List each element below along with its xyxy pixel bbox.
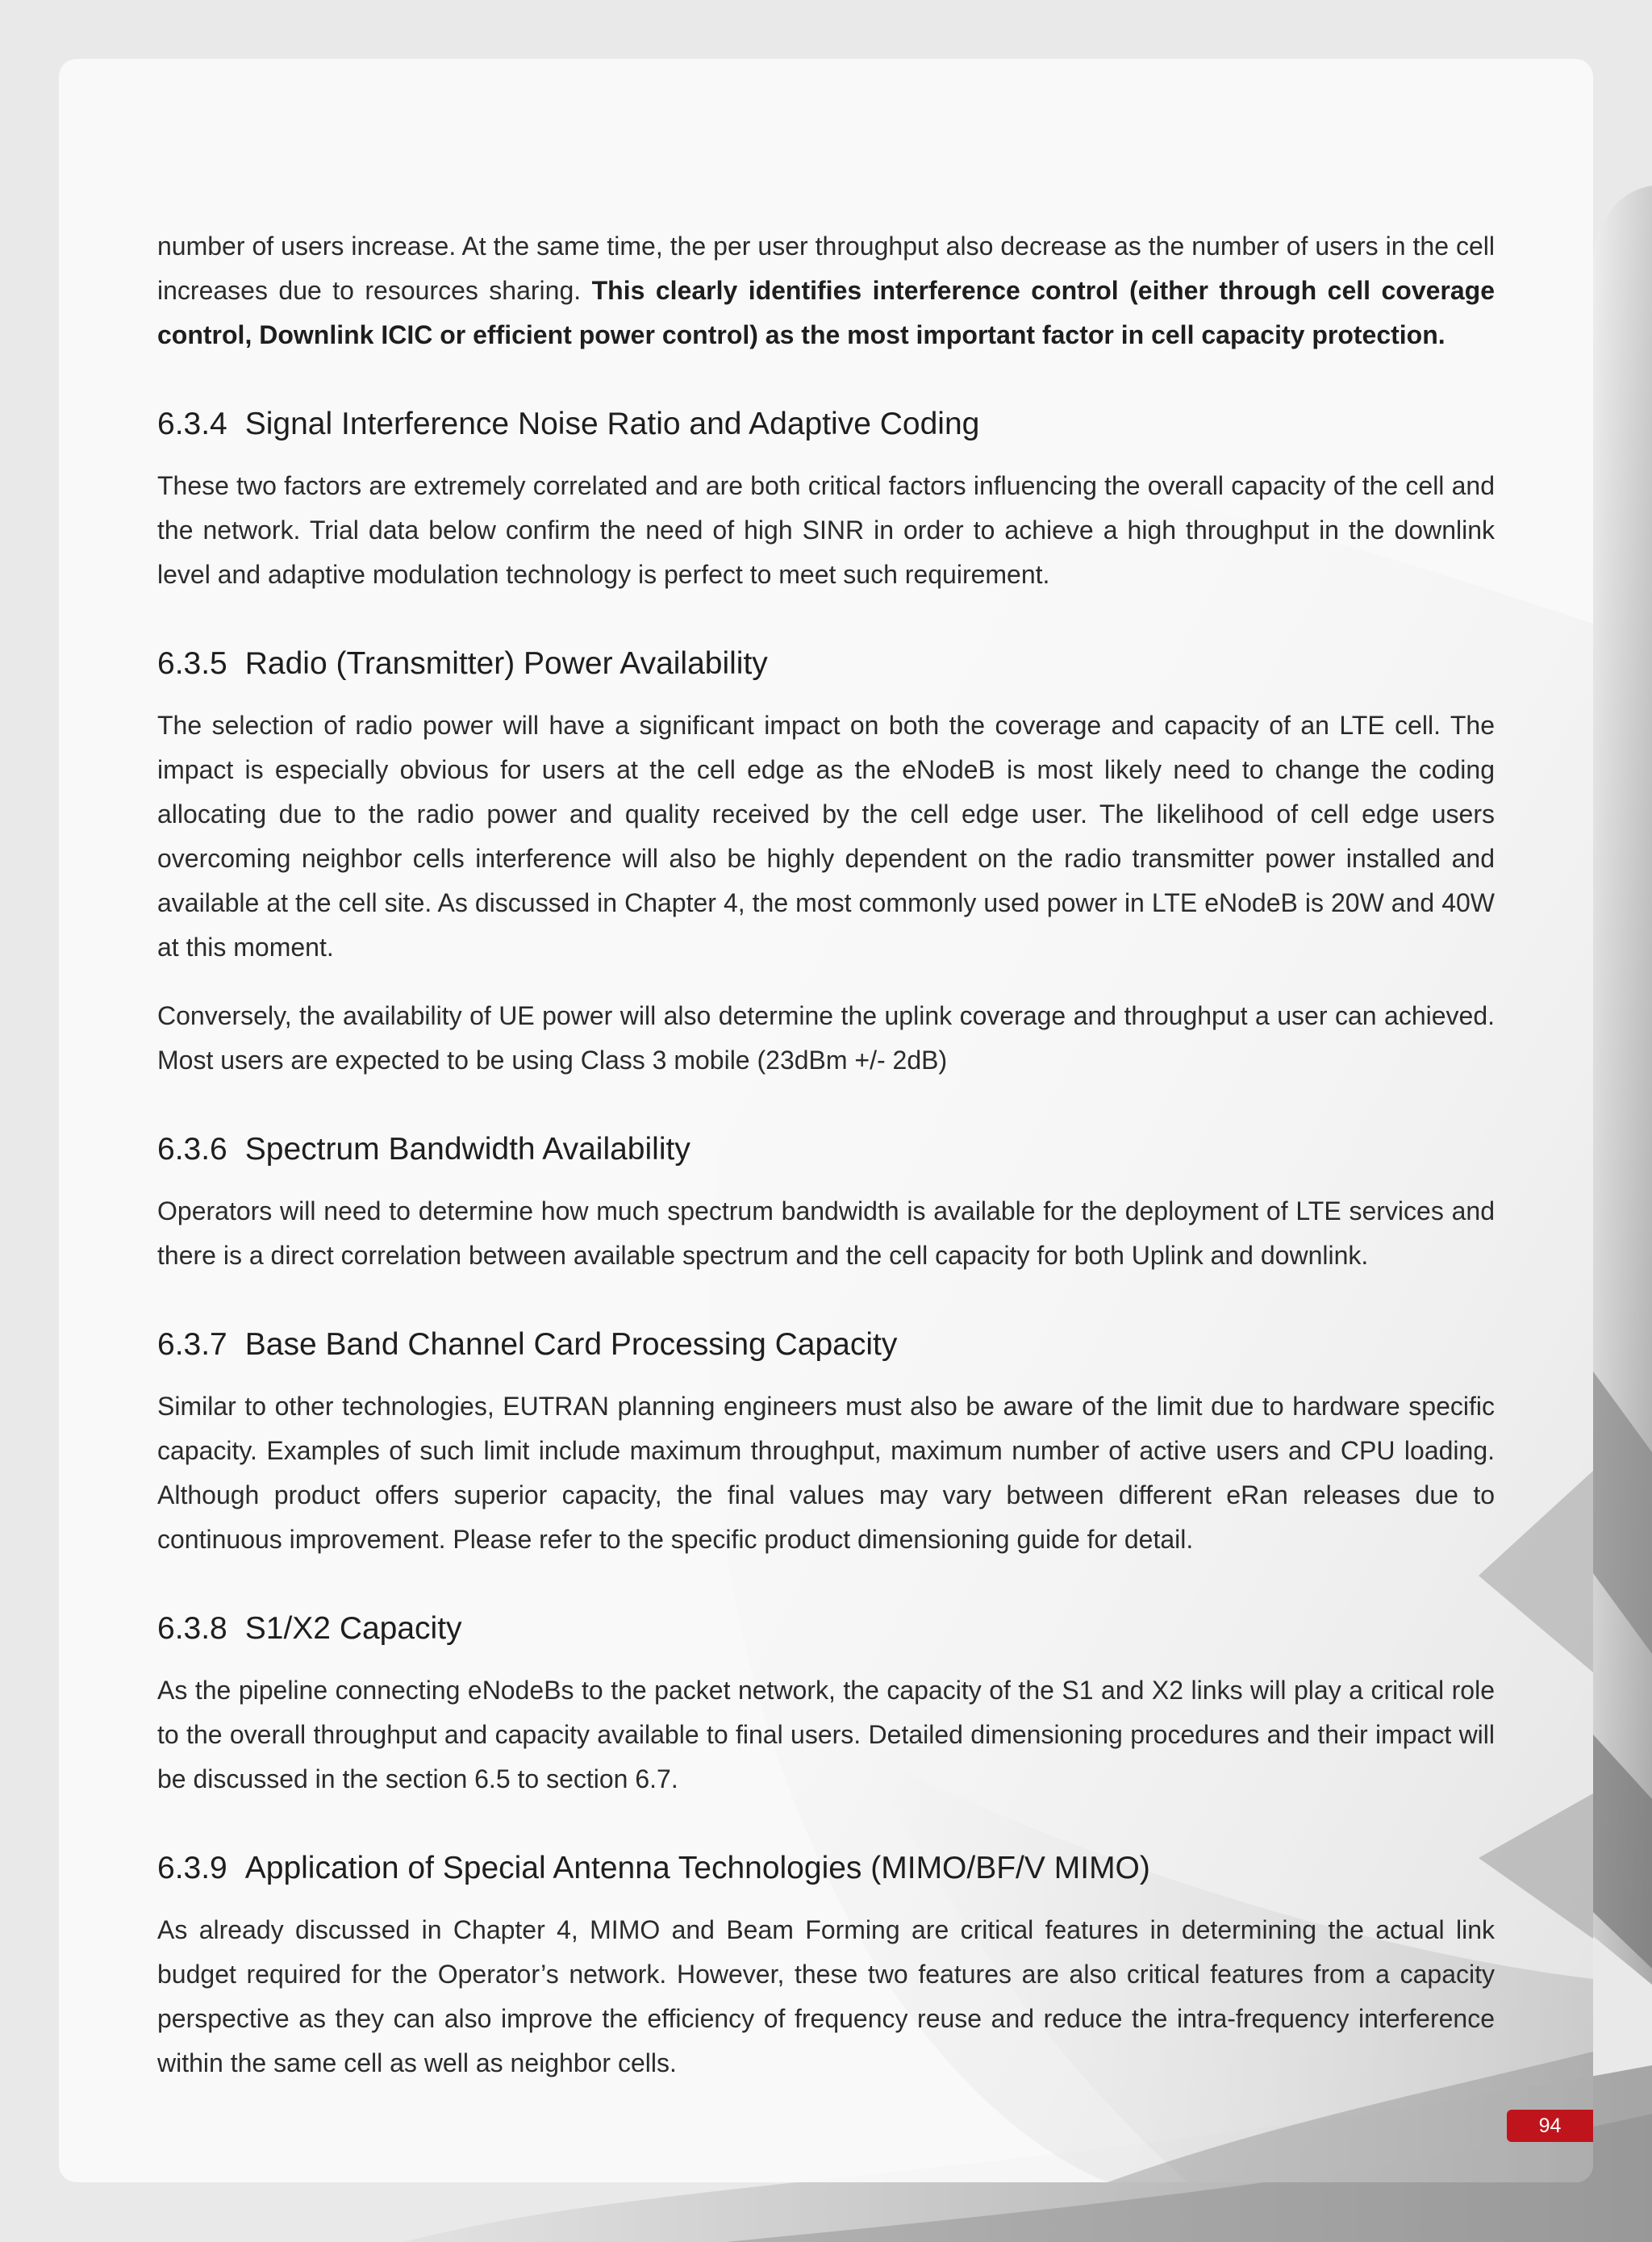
section-heading-6-3-6 — [157, 1129, 1495, 1170]
section-paragraph: Operators will need to determine how much spectrum bandwidth is available for the deployment of LTE services and there is a direct correlation between available spectrum and the cell capacity for both Uplink and downlink. — [157, 1196, 1495, 1270]
section-title: Signal Interference Noise Ratio and Adaptive Coding — [244, 407, 980, 441]
section-paragraph: Similar to other technologies, EUTRAN planning engineers must also be aware of the limit due to hardware specific capacity. Examples of such limit include maximum throughput, maximum number of active users and CPU loading. Although product offers superior capacity, the final values may vary between different eRan releases due to continuous improvement. Please refer to the specific product dimensioning guide for detail. — [157, 1392, 1495, 1554]
section-paragraph: As the pipeline connecting eNodeBs to the packet network, the capacity of the S1 and X2 links will play a critical role to the overall throughput and capacity available to final users. Detailed dimensioning procedures and their impact will be discussed in the section 6.5 to section 6.7. — [157, 1676, 1495, 1793]
section-number: 6.3.5 — [157, 646, 227, 681]
section-title: Spectrum Bandwidth Availability — [244, 1132, 690, 1167]
section-title: Application of Special Antenna Technologies (MIMO/BF/V MIMO) — [244, 1851, 1150, 1885]
section-number: 6.3.8 — [157, 1611, 227, 1646]
intro-bold-text: This clearly identifies interference control (either through cell coverage control, Downlink ICIC or efficient power control) as the most important factor in cell capacity protection. — [157, 276, 1496, 349]
section-heading-6-3-4 — [157, 404, 1495, 445]
section-number: 6.3.4 — [157, 407, 227, 441]
document-page — [59, 59, 1593, 2182]
page-number-badge: 94 — [1507, 2110, 1593, 2142]
section-heading-6-3-9 — [157, 1848, 1495, 1889]
intro-text: number of users increase. At the same time, the per user throughput also decrease as the number of users in the cell increases due to resources sharing. — [157, 232, 1495, 305]
section-title: Base Band Channel Card Processing Capacity — [244, 1327, 898, 1362]
section-paragraph: The selection of radio power will have a significant impact on both the coverage and capacity of an LTE cell. The impact is especially obvious for users at the cell edge as the eNodeB is most likely need to change the coding allocating due to the radio power and quality received by the cell edge user. The likelihood of cell edge users overcoming neighbor cells interference will also be highly dependent on the radio transmitter power installed and available at the cell site. As discussed in Chapter 4, the most commonly used power in LTE eNodeB is 20W and 40W at this moment. — [157, 711, 1495, 962]
section-number: 6.3.9 — [157, 1851, 227, 1885]
section-heading-6-3-5 — [157, 644, 1495, 684]
section-heading-6-3-7 — [157, 1325, 1495, 1365]
section-paragraph: As already discussed in Chapter 4, MIMO and Beam Forming are critical features in determining the actual link budget required for the Operator’s network. However, these two features are also critical features from a capacity perspective as they can also improve the efficiency of frequency reuse and reduce the intra-frequency interference within the same cell as well as neighbor cells. — [157, 1915, 1495, 2077]
intro-paragraph — [157, 224, 1495, 357]
body-content — [157, 224, 1495, 2085]
section-title: Radio (Transmitter) Power Availability — [244, 646, 768, 681]
section-paragraph: Conversely, the availability of UE power will also determine the uplink coverage and throughput a user can achieved. Most users are expected to be using Class 3 mobile (23dBm +/- 2dB) — [157, 1001, 1495, 1075]
section-number: 6.3.6 — [157, 1132, 227, 1167]
section-title: S1/X2 Capacity — [244, 1611, 462, 1646]
section-heading-6-3-8 — [157, 1609, 1495, 1649]
section-paragraph: These two factors are extremely correlated and are both critical factors influencing the overall capacity of the cell and the network. Trial data below confirm the need of high SINR in order to achieve a high throughput in the downlink level and adaptive modulation technology is perfect to meet such requirement. — [157, 471, 1495, 589]
section-number: 6.3.7 — [157, 1327, 227, 1362]
